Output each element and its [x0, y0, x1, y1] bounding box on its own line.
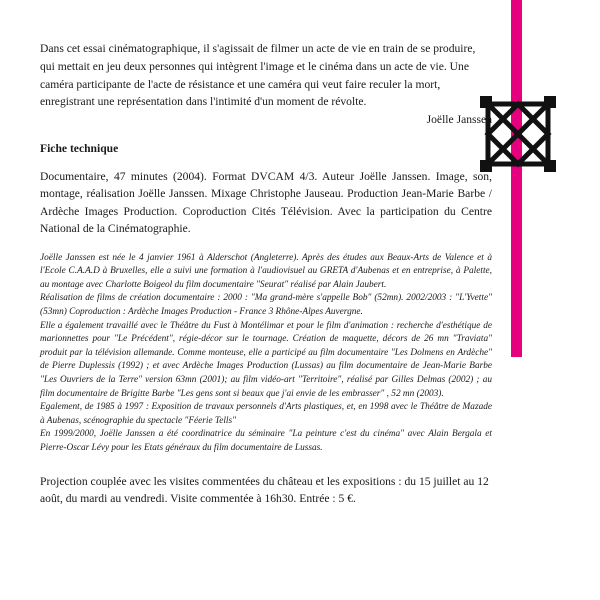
author-signature: Joëlle Janssen	[426, 113, 492, 127]
bio-paragraph-birth: Joëlle Janssen est née le 4 janvier 1961 à Alderschot (Angleterre). Après des études aux Beaux-Arts de Valence et à l'Ecole C.A.A.D à Bruxelles, elle a suivi une formation à l'audiovisuel au GRETA d'Aubenas et en entreprise, à Palette, au montage avec Charlotte Boigeol du film documentaire "Seurat" réalisé par Alain Jaubert.	[40, 252, 492, 290]
bio-paragraph-seminar: En 1999/2000, Joëlle Janssen a été coordinatrice du séminaire "La peinture c'est du cinéma" avec Alain Bergala et Pierre-Oscar Lévy pour les Etats généraux du film documentaire de Lussas.	[40, 429, 492, 453]
author-biography	[40, 252, 492, 456]
fiche-technique-title: Fiche technique	[40, 141, 119, 155]
projection-info: Projection couplée avec les visites commentées du château et les expositions : du 15 juillet au 12 août, du mardi au vendredi. Visite commentée à 16h30. Entrée : 5 €.	[40, 474, 489, 506]
magenta-accent-bar	[511, 0, 522, 357]
bio-paragraph-films: Réalisation de films de création documentaire : 2000 : "Ma grand-mère s'appelle Bob" (52mn). 2002/2003 : "L'Yvette" (53mn) Coproduction : Ardèche Images Production - France 3 Rhône-Alpes Auvergne.	[40, 293, 492, 317]
fiche-technique-text: Documentaire, 47 minutes (2004). Format DVCAM 4/3. Auteur Joëlle Janssen. Image, son, montage, réalisation Joëlle Janssen. Mixage Christophe Jauseau. Production Jean-Marie Barbe / Ardèche Images Production. Coproduction Cités Télévision. Avec la participation du Centre National de la Cinématographie.	[40, 169, 492, 236]
document-content	[40, 40, 492, 508]
bio-paragraph-exhibitions: Egalement, de 1985 à 1997 : Exposition de travaux personnels d'Arts plastiques, et, en 1998 avec le Théâtre de Mazade à Aubenas, scénographie du spectacle "Féerie Tells"	[40, 402, 492, 426]
intro-paragraph: Dans cet essai cinématographique, il s'agissait de filmer un acte de vie en train de se produire, qui mettait en jeu deux personnes qui intègrent l'image et le cinéma dans un acte de vie. Une caméra participante de l'acte de résistance et une caméra qui veut faire reculer la mort, enregistrant une représentation dans l'intimité d'un moment de révolte.	[40, 42, 476, 109]
bio-paragraph-work: Elle a également travaillé avec le Théâtre du Fust à Montélimar et pour le film d'animation : recherche d'esthétique de marionnettes pour "Le Précédent", régie-décor sur le tournage. Création de maquette, décors de 26 mn "Traviata" produit par la télévision allemande. Comme monteuse, elle a participé au film documentaire "Les Dolmens en Ardèche" de Pierre Duplessis (1992) ; et avec Ardèche Images Production (Lussas) au film documentaire de Jean-Marie Barbe "Les Ouvriers de la Terre" version 63mn (2001); au film vidéo-art "Territoire", réalisé par Gilles Delmas (2002) ; au film documentaire de Brigitte Barbe "Les gens sont si beaux que j'ai envie de les embrasser" , 52 mn (2003).	[40, 320, 492, 399]
